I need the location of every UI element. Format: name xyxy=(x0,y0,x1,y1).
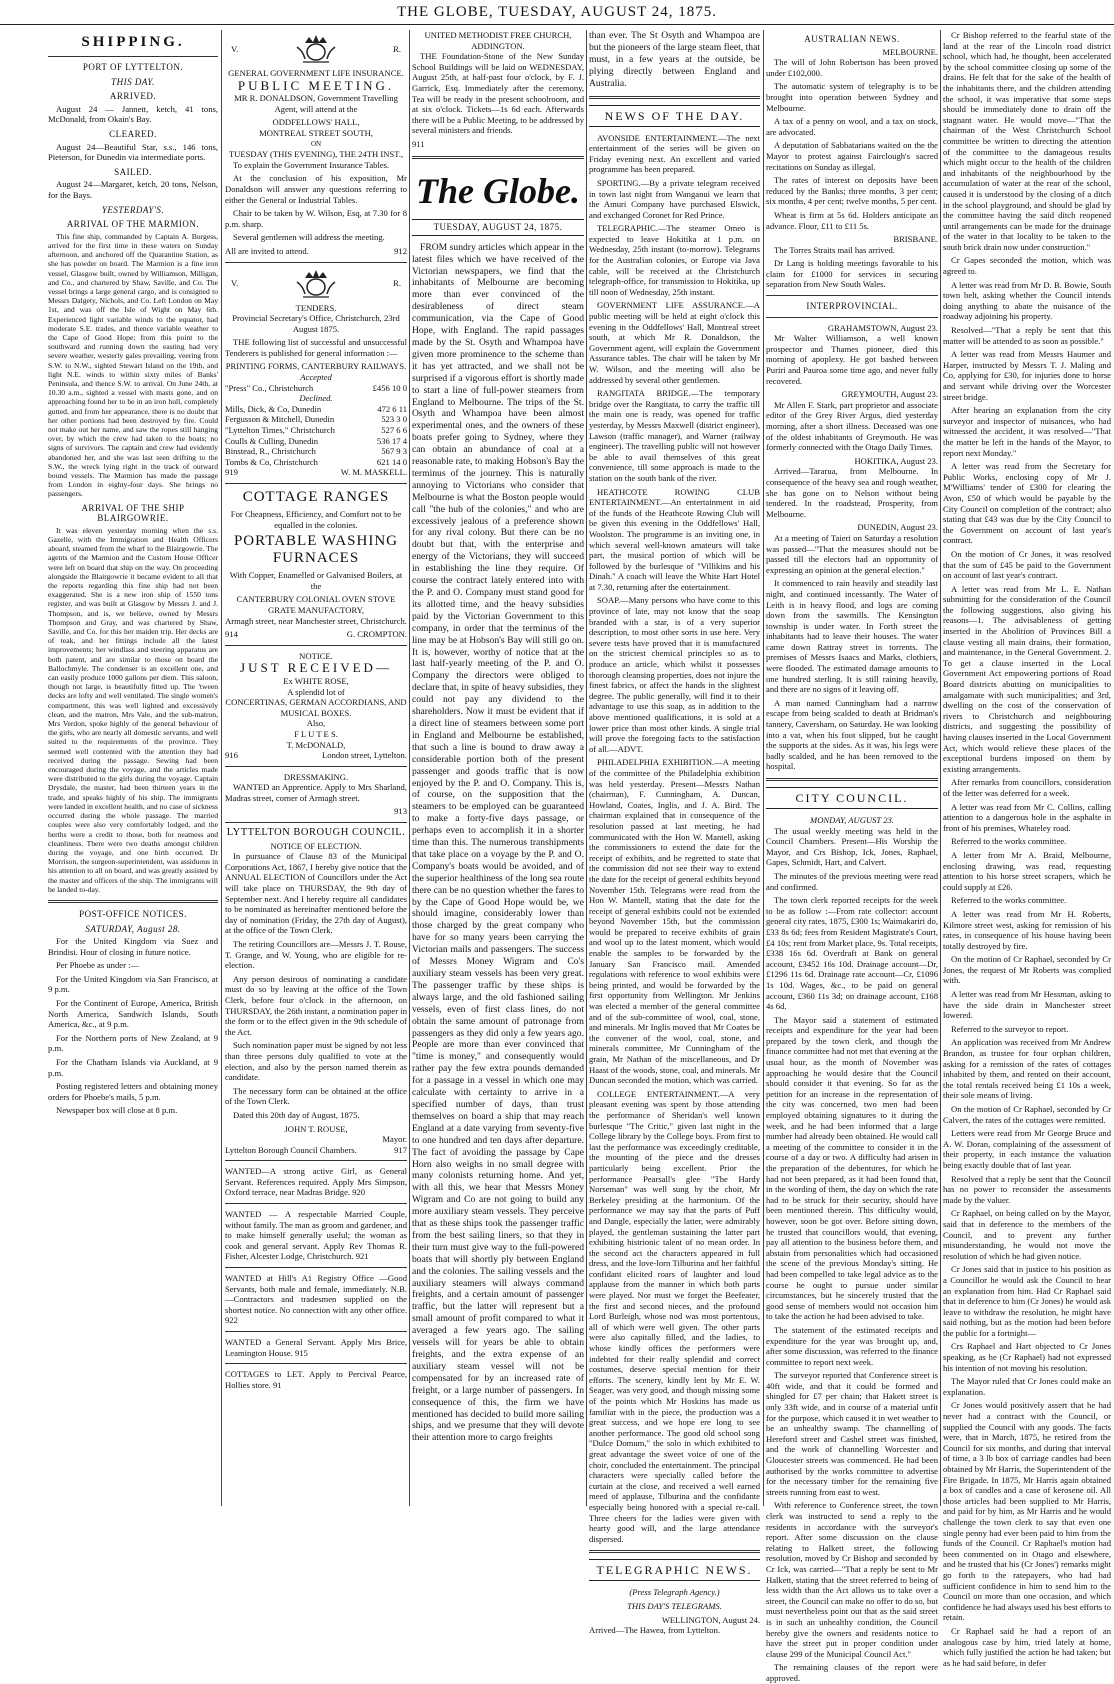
meeting-date: TUESDAY (THIS EVENING), THE 24TH INST., xyxy=(228,149,404,160)
tenders-signature: 919 W. M. MASKELL. xyxy=(225,467,407,478)
crest-letter-v: V. xyxy=(231,278,239,289)
crown-crest-icon xyxy=(293,268,339,300)
council-text: The statement of the estimated receipts and expenditure for the year was brought up, and, after some discussion, was referred to the finance committee to report next week. xyxy=(766,1324,938,1367)
council-text: Cr Raphael said he had a report of an analogous case by him, tried lately at home, which fully justified the action he had taken; but as he had said before, in defer xyxy=(943,1625,1111,1668)
interprovincial-heading: INTERPROVINCIAL. xyxy=(806,301,898,312)
this-day-heading: THIS DAY. xyxy=(111,76,155,87)
on-text: ON xyxy=(310,139,322,148)
dressmaking-num: 913 xyxy=(394,806,407,817)
election-text: The necessary form can be obtained at the office of the Town Clerk. xyxy=(225,1085,407,1107)
meeting-footer: All are invited to attend. 912 xyxy=(225,245,407,256)
leader-continuation: than ever. The St Osyth and Whampoa are but the pioneers of the large steam fleet, that must, in a few years at the outside, be plying directly between England and Australia. xyxy=(589,30,760,89)
declined-row: Coulls & Culling, Dunedin 536 17 4 xyxy=(225,435,407,446)
election-text: The retiring Councillors are—Messrs J. T. Rouse, T. Grange, and W. Young, who are eligible for re-election. xyxy=(225,939,407,971)
declined-row: Fergusson & Mitchell, Dunedin 523 3 0 xyxy=(225,414,407,425)
news-item: The will of John Robertson has been proved under £102,000. xyxy=(766,57,938,78)
wanted-ad: WANTED—A strong active Girl, as General Servant. References required. Apply Mrs Simpson, Oxford terrace, near Madras Bridge. 920 xyxy=(225,1166,407,1198)
news-item: COLLEGE ENTERTAINMENT.—A very pleasant evening was spent by those attending the performance of Sheridan's well known burlesque "The Critic," given last night in the College library by the College boys. From first to last the performance was exceedingly creditable, the mounting of the piece and the dresses particularly being excellent. Prior the performance Pearsall's glee "The Hardy Norseman" was well sung by the choir, Mr Berkeley presiding at the harmonium. Of the performance we may say that the parts of Puff and Dangle, especially the latter, were admirably played, the gentleman sustaining the latter part exhibiting histrionic talent of no mean order. In the second act the characters appeared in full dress, and the love-lorn Tilburina and her faithful confidant elicited roars of laughter and loud applause from the manner in which both parts were played. Nor must we forget the Beefeater, the first and second nieces, and the profound Lord Burleigh, whose nod was most portentous, all of which were well given. The other parts were also capitally filled, and the ladies, to whose kindly offices the performers were indebted for their really splendid and correct costumes, deserve special mention for their efforts. The scenery, kindly lent by Mr E. W. Seager, was very good, and though missing some of the points which Mr Hoskins has made us familiar with in the piece, the production was a great success, and we hope ere long to see another performance. The good old school song "Dulce Domum," the solo in which exhibited to great advantage the sweet voice of one of the choir, concluded the entertainment. The principal characters were specially called before the curtain at the close, and received a well earned meed of applause, Tilburina and the confidante especially being honored with a special re-call. Three cheers for the ladies were given with hearty good will, and the large attendance dispersed. xyxy=(589,1088,760,1544)
news-item: Mr Walter Williamson, a well known prospector and Thames pioneer, died this morning of apoplexy. He got bashed between Puriri and Pauroa some time ago, and never fully recovered. xyxy=(766,333,938,386)
council-text: A letter was read from Mr D. B. Bowie, South town belt, asking whether the Council intends doing anything to abate the nuisance of the roadway adjoining his property. xyxy=(943,279,1111,322)
wanted-ad: WANTED a General Servant. Apply Mrs Brice, Leamington House. 915 xyxy=(225,1337,407,1358)
leader-dateline: TUESDAY, AUGUST 24, 1875. xyxy=(412,219,584,236)
council-text: The Mayor ruled that Cr Jones could make an explanation. xyxy=(943,1376,1111,1397)
marmion-heading: ARRIVAL OF THE MARMION. xyxy=(66,219,200,230)
column-news xyxy=(589,30,760,1636)
church-text: THE Foundation-Stone of the New Sunday School Buildings will be laid on WEDNESDAY, August 25th, at half-past four o'clock, by F. J. Garrick, Esq. Immediately after the ceremony, Tea will be ready in the present schoolroom, and at six o'clock. Tickets—1s 6d each. Afterwards there will be a Public Meeting, to be addressed by several ministers and friends. xyxy=(412,51,584,136)
column-australian-news xyxy=(766,30,938,1683)
news-item: Dr Lang is holding meetings favorable to his claim for £1000 for services in securing separation from New South Wales. xyxy=(766,258,938,290)
news-item: A man named Cunningham had a narrow escape from being scalded to death at Bridman's tannery, Caversham, on Saturday. He was looking into a vat, when his foot slipped, but he caught the supports at the sides. As it was, his legs were badly scalded, and he has been removed to the hospital. xyxy=(766,697,938,772)
port-heading: PORT OF LYTTELTON. xyxy=(82,62,184,72)
council-text: Cr Jones said that in justice to his position as a Councillor he would ask the Council to hear an explanation from him. Had Cr Raphael said that in deference to him (Cr Jones) he would ask leave to withdraw the resolution, he might have said nothing, but as the motion had been before the public for a fortnight— xyxy=(943,1264,1111,1338)
arrived-text: August 24 — Jannett, ketch, 41 tons, McDonald, from Okain's Bay. xyxy=(48,103,218,125)
council-text: A letter was read from Mr H. Roberts, Kilmore street west, asking for remission of his rates, in consequence of his house having been totally destroyed by fire. xyxy=(943,908,1111,951)
dressmaking-text: WANTED an Apprentice. Apply to Mrs Sharland, Madras street, corner of Armagh street. xyxy=(225,782,407,803)
council-text: Referred to the works committee. xyxy=(951,836,1067,847)
news-item: At a meeting of Taieri on Saturday a resolution was passed—"That the measures should not be passed till the electors had an opportunity of expressing an opinion at the general election." xyxy=(766,532,938,575)
sailed-heading: SAILED. xyxy=(114,166,152,177)
place-heading: GREYMOUTH, August 23. xyxy=(841,389,938,400)
news-item: A tax of a penny on wool, and a tax on stock, are advocated. xyxy=(766,116,938,137)
merchant-name: T. McDONALD, xyxy=(286,739,346,750)
council-text: Letters were read from Mr George Bruce and A. W. Doran, complaining of the assessment of their property, in each instance the valuation being exactly double that of last year. xyxy=(943,1128,1111,1170)
post-notice: Per Phoebe as under :— xyxy=(56,960,140,971)
council-text: On the motion of Cr Raphael, seconded by Cr Jones, the request of Mr Roberts was complied with. xyxy=(943,954,1111,986)
council-text: Crs Raphael and Hart objected to Cr Jones speaking, as he (Cr Raphael) had not expressed his intention of not moving his resolution. xyxy=(943,1341,1111,1373)
council-text: Referred to the surveyor to report. xyxy=(951,1023,1069,1034)
council-text: The minutes of the previous meeting were read and confirmed. xyxy=(766,870,938,892)
cottage-ranges-heading: COTTAGE RANGES xyxy=(242,489,390,505)
marmion-text: This fine ship, commanded by Captain A. Burgess, arrived for the first time in these waters on Sunday afternoon, and anchored off the Quarantine Station, as she has powder on board. The Marmion is a fine iron vessel, Glasgow built, owned by Williamson, Milligan, and Co., and chartered by Shaw, Saville, and Co. The vessel brings a large general cargo, and is consigned to Messrs Dalgety, Nichols, and Co. Left London on May 1st, and was off the Isle of Wight on May 6th. Experienced light variable winds to the equator, had moderate S.E. trades, and thence variable weather to the Cape of Good Hope; from this point to the southward and running down the easting had very severe weather, westerly gales prevailing, veering from S.W. to N.W., sighted Stewart Island on the 19th, and light N.E. winds to within sixty miles of Banks' Peninsula, and thence S.W. to arrival. On June 24th, at 10.30 a.m., sighted a vessel with masts gone, and on approaching found her to be in an iron hull, completely gutted, and from her appearance, there is no doubt that her other portions had been destroyed by fire. Could not make out her name, and saw the ropes still hanging over, by which the crew had taken to the boats; no signs of survivors. The captain and crew had evidently abandoned her, and she was last seen drifting to the S.W., the wreck lying right in the track of outward bound vessels. The Marmion has made the passage from London in eighty-four days. She brings no passengers. xyxy=(48,231,218,499)
news-item: It commenced to rain heavily and steadily last night, and continued incessantly. The Water of Leith is in heavy flood, and logs are coming down from the sawmills. The Kensington township is under water. In Forth street the inhabitants had to leave their houses. The water came down Rattray street in torrents. The premises of Messrs Isaacs and Marks, clothiers, were flooded. The estimated damage amounts to one hundred sterling. It is still raining heavily, and there are no signs of it leaving off. xyxy=(766,578,938,695)
blairgowrie-heading: ARRIVAL OF THE SHIP BLAIRGOWRIE. xyxy=(81,502,185,524)
tenders-heading: TENDERS. xyxy=(295,302,337,313)
council-text: The surveyor reported that Conference street is 40ft wide, and that it could be formed and shingled for £7 per chain; that Hakett street is only 33ft wide, and in course of a material unfit for the purpose, which caused it in wet weather to be an unhealthy swamp. The channelling of Hereford street and Cashel street was finished, and the work of channelling Worcester and Gloucester streets was commenced. He had been authorised by the works committee to advertise for the necessary timber for the remaining five streets running from east to west. xyxy=(766,1370,938,1497)
declined-label: Declined. xyxy=(299,393,333,404)
accepted-row: "Press" Co., Christchurch £456 10 0 xyxy=(225,382,407,393)
ship-name: Ex WHITE ROSE, xyxy=(283,675,349,686)
news-item: SOAP.—Many persons who have come to this province of late, may not know that the soap branded with a star, is of a very superior description, to most other sorts in use here. Very severe tests have proved that it is manufactured on the strictest chemical principles so as to produce an article, which whilst it possesses thorough cleansing properties, does not injure the finest fabrics, or affect the hands in the slightest degree. The public generally, will find it to their advantage to use this soap, as in addition to the above mentioned qualifications, it is sold at a lower price than most other kinds. A single trial will prove the foregoing facts to the satisfaction of all.—ADVT. xyxy=(589,595,760,754)
news-item: AVONSIDE ENTERTAINMENT.—The next entertainment of the series will be given on Friday evening next. An excellent and varied programme has been prepared. xyxy=(589,132,760,175)
election-text: Any person desirous of nominating a candidate must do so by leaving at the office of the Town Clerk, before four o'clock in the afternoon, on THURSDAY, the 26th instant, a nomination paper in the form or to the effect given in the 9th schedule of the Act. xyxy=(225,973,407,1037)
post-notice: For the Northern ports of New Zealand, at 9 p.m. xyxy=(48,1032,218,1054)
australian-news-heading: AUSTRALIAN NEWS. xyxy=(804,34,900,44)
public-meeting-text: MR R. DONALDSON, Government Travelling Agent, will attend at the xyxy=(234,93,398,114)
manufactory-signature: 914 G. CROMPTON. xyxy=(225,629,407,640)
column-shipping xyxy=(48,30,218,1506)
merchant-address: 916 London street, Lyttelton. xyxy=(225,750,407,761)
hall-street: MONTREAL STREET SOUTH, xyxy=(259,127,373,138)
election-text: Dated this 20th day of August, 1875. xyxy=(233,1109,360,1120)
election-text: Such nomination paper must be signed by not less than three persons duly qualified to vote at the election, and also by the person named therein as candidate. xyxy=(225,1040,407,1083)
wanted-ad: WANTED — A respectable Married Couple, without family. The man as groom and gardener, and to make himself generally useful; the woman as cook and general servant. Apply Rev Thomas R. Fisher, Alcester Lodge, Christchurch. 921 xyxy=(225,1209,407,1262)
news-item: The Torres Straits mail has arrived. xyxy=(774,244,895,255)
council-text: A letter from Mr A. Braid, Melbourne, enclosing drawing, was read, requesting attention to his horse street scrapers, which he could supply at £26. xyxy=(943,849,1111,892)
meeting-text: Chair to be taken by W. Wilson, Esq, at 7.30 for 8 p.m. sharp. xyxy=(225,208,407,229)
accepted-label: Accepted xyxy=(300,372,332,383)
mayor-signature: JOHN T. ROUSE, xyxy=(284,1123,348,1134)
column-advertisements xyxy=(225,30,407,1506)
news-item: HEATHCOTE ROWING CLUB ENTERTAINMENT.—An entertainment in aid of the funds of the Heathcote Rowing Club will be given this evening in the Oddfellows' Hall, Woolston. The programme is an inviting one, in which several well-known amateurs will take part, the musical portion of which will be followed by the burlesque of "Villikins and his Dinah." A coach will leave the White Hart Hotel at 7.30, returning after the entertainment. xyxy=(589,486,760,592)
council-text: After remarks from councillors, consideration of the letter was deferred for a week. xyxy=(943,777,1111,798)
public-meeting-heading: PUBLIC MEETING. xyxy=(237,77,395,93)
council-text: A letter was read from the Secretary for Public Works, enclosing copy of Mr J. M'Williams' tender of £300 for clearing the Avon, £50 of which would be payable by the City Council on completion of the contract; also stating that £43 was due by the City Council to the Government on account of last year's contract. xyxy=(943,461,1111,546)
council-text: Resolved—"That a reply be sent that this matter will be attended to as soon as possible." xyxy=(943,325,1111,346)
telegraph-agency: (Press Telegraph Agency.) xyxy=(629,1587,720,1598)
church-num: 911 xyxy=(412,138,425,149)
cottage-ranges-text: For Cheapness, Efficiency, and Comfort not to be equalled in the colonies. xyxy=(230,509,402,530)
meeting-text: At the conclusion of his exposition, Mr Donaldson will answer any questions referring to either the General or Industrial Tables. xyxy=(225,173,407,205)
news-item: GOVERNMENT LIFE ASSURANCE.—A public meeting will be held at eight o'clock this evening in the Oddfellows' Hall, Montreal street south, at which Mr R. Donaldson, the Government agent, will explain the Government Assurance tables. The chair will be taken by Mr W. Wilson, and the meeting will also be addressed by several other gentlemen. xyxy=(589,300,760,385)
place-heading: HOKITIKA, August 23. xyxy=(854,455,938,466)
council-text: A letter was read from Mr L. E. Nathan submitting for the consideration of the Council the following suggestions, also giving his reasons—1. The advisableness of getting inserted in the Abolition of Provinces Bill a clause vesting all main drains, their formation, and maintenance, in the General Government. 2. To get a clause inserted in the Local Government Act empowering portions of Road Board districts abutting on municipalities to amalgamate with such municipalities; and 3rd, dwelling on the cost of the conservation of rivers to Christchurch and neighbouring districts, and suggesting the possibility of having clauses inserted in the Local Government Act, which would relieve these places of the exceptional burdens imposed on them by existing arrangements. xyxy=(943,583,1112,774)
goods-list: CONCERTINAS, GERMAN ACCORDIANS, AND MUSICAL BOXES. xyxy=(225,697,407,718)
crest-letter-v: V. xyxy=(231,43,239,54)
meeting-text: To explain the Government Insurance Tables. xyxy=(233,159,390,170)
post-notice: For the Continent of Europe, America, British North America, Sandwich Islands, South America, &c., at 9 p.m. xyxy=(48,998,218,1030)
globe-title xyxy=(412,167,584,216)
council-text: Cr Raphael, on being called on by the Mayor, said that in deference to the members of the Council, and to prevent any further misunderstanding, he would not move the resolution of which he had given notice. xyxy=(943,1208,1111,1261)
royal-crest xyxy=(231,268,401,300)
portable-furnaces-heading: PORTABLE WASHING FURNACES xyxy=(233,533,399,567)
column-council-continued xyxy=(943,30,1112,1668)
news-item: RANGITATA BRIDGE.—The temporary bridge over the Rangitata, to carry the traffic till the main one is ready, was opened for traffic yesterday, by Messrs Maxwell (district engineer), Lawson (traffic manager), and Warner (railway engineer). The travelling public will not however be able to avail themselves of this great convenience, till some approach is made to the station on the south bank of the river. xyxy=(589,388,760,483)
insurance-heading: GENERAL GOVERNMENT LIFE INSURANCE. xyxy=(228,68,404,78)
column-rule xyxy=(940,30,941,1506)
cleared-heading: CLEARED. xyxy=(109,128,157,139)
column-rule xyxy=(763,30,764,1506)
column-rule xyxy=(586,30,587,1506)
election-notice-heading: NOTICE OF ELECTION. xyxy=(270,840,362,851)
council-text: The usual weekly meeting was held in the Council Chambers. Present—His Worship the Mayor, and Crs Bishop, Ick, Jones, Raphael, Gapes, Schmidt, Hart, and Calvert. xyxy=(766,825,938,868)
church-heading: UNITED METHODIST FREE CHURCH, ADDINGTON. xyxy=(424,30,572,51)
news-of-the-day-heading: NEWS OF THE DAY. xyxy=(589,105,760,127)
column-rule xyxy=(409,30,410,1506)
manufactory-name: CANTERBURY COLONIAL OVEN STOVE GRATE MANUFACTORY, xyxy=(236,594,396,615)
post-notice: Posting registered letters and obtaining money orders for Phoebe's mails, 5 p.m. xyxy=(48,1081,218,1102)
council-text: A letter was read from Mr C. Collins, calling attention to a dangerous hole in the asphalte in front of his premises, Whateley road. xyxy=(943,801,1111,833)
declined-row: Mills, Dick, & Co, Dunedin 472 6 11 xyxy=(225,403,407,414)
melbourne-heading: MELBOURNE. xyxy=(882,46,938,57)
meeting-text: Several gentlemen will address the meeting. xyxy=(233,232,385,243)
council-text: On the motion of Cr Raphael, seconded by Cr Calvert, the rates of the cottages were remitted. xyxy=(943,1104,1111,1125)
declined-row: Tombs & Co, Christchurch 621 14 0 xyxy=(225,456,407,467)
post-notice: For the Chatham Islands via Auckland, at 9 p.m. xyxy=(48,1057,218,1078)
declined-list xyxy=(225,404,407,468)
city-council-heading: CITY COUNCIL. xyxy=(766,787,938,809)
mayor-title: Mayor. xyxy=(382,1134,407,1145)
news-item: The automatic system of telegraphy is to be brought into operation between Sydney and Melbourne. xyxy=(766,81,938,113)
furnaces-text: With Copper, Enamelled or Galvanised Boilers, at the xyxy=(229,570,403,591)
telegram-text: Arrived—The Hawea, from Lyttelton. xyxy=(589,1625,721,1636)
telegram-place: WELLINGTON, August 24. xyxy=(661,1614,760,1625)
post-notice: For the United Kingdom via San Francisco, at 9 p.m. xyxy=(48,973,218,995)
post-notice: Newspaper box will close at 8 p.m. xyxy=(56,1105,178,1116)
royal-crest xyxy=(231,33,401,65)
tenders-title: PRINTING FORMS, CANTERBURY RAILWAYS. xyxy=(225,361,407,372)
news-item: TELEGRAPHIC.—The steamer Omeo is expected to leave Hokitika at 1 p.m. on Wednesday, 25th instant (to-morrow). Telegrams for the Australian colonies, or Europe via Java cable, will be received at the Christchurch telegraph-office, for transmission to Hokitika, up till noon of Wednesday, 25th instant. xyxy=(589,223,760,297)
arrived-heading: ARRIVED. xyxy=(109,91,157,102)
wanted-ad: WANTED at Hill's A1 Registry Office —Good Servants, both male and female, immediately. N.B.—Contractors and tradesmen supplied on the shortest notice. No connection with any other office. 922 xyxy=(225,1273,407,1326)
council-text: A letter was read from Messrs Haumer and Harper, instructed by Messrs T. J. Maling and Co, applying for £30, for injuries done to horse and servant while driving over the Worcester street bridge. xyxy=(943,349,1111,402)
council-text: A letter was read from Mr Hessman, asking to have the side drain in Manchester street lowered. xyxy=(943,989,1111,1021)
tenders-office: Provincial Secretary's Office, Christchurch, 23rd August 1875. xyxy=(232,313,400,334)
council-text: The town clerk reported receipts for the week to be as follow :—From rate collector: account general city rates, 1875, £300 1s; Waimakariri do, £33 8s 6d; fees from Resident Magistrate's Court, £4 10s; rent from Market place, 9s. Total receipts, £338 16s 6d. Overdraft at Bank on general account, £3452 16s 10d. Drainage account—Dr, £1296 11s 6d. Drainage rate account—Cr, £1096 1s 10d. Wages, &c., to be paid on general account, £360 11s 3d; on drainage account, £168 4s 6d. xyxy=(766,895,938,1012)
news-item: Mr Allen F. Stark, part proprietor and associate editor of the Grey River Argus, died yesterday morning, after a short illness. Deceased was one of the oldest inhabitants of Greymouth. He was formerly connected with the Otago Daily Times. xyxy=(766,399,938,453)
post-office-date: SATURDAY, August 28. xyxy=(85,923,181,934)
also-text: Also, xyxy=(306,718,326,729)
council-text: The Mayor said a statement of estimated receipts and expenditure for the year had been prepared by the town clerk, and though the finance committee had not met that evening at the usual hour, as the month of November was approaching he would desire that the Council should consider it that evening. So far as the petition for an increase in the representation of the city was concerned, two men had been employed obtaining signatures to it during the week, and he had been informed that a large number had already been obtained. He would call a meeting of the committee to consider it in the course of a day or two. A difficulty had arisen in the preparation of the debentures, for which he had not been prepared, as it had been found that, in the wording of them, the day on which the rate had to be struck for their security, should have been mentioned therein. This difficulty would, however, soon be got over. Before sitting down, he trusted that councillors would, that evening, pay all attention to the business before them, and abstain from personalities which had occasioned the scene of the previous Monday's sitting. He had been compelled to take legal advice as to the course he ought to pursue under similar circumstances, but he sincerely trusted that the good sense of members would not occasion him to take the action he had been advised to take. xyxy=(766,1014,938,1322)
council-text: On the motion of Cr Jones, it was resolved that the sum of £45 be paid to the Government on account of last year's contract. xyxy=(943,548,1111,581)
just-received-heading: JUST RECEIVED— xyxy=(240,660,392,676)
declined-row: "Lyttelton Times," Christchurch 527 6 6 xyxy=(225,425,407,436)
declined-row: Binstead, R., Christchurch 567 9 3 xyxy=(225,446,407,457)
news-item: Arrived—Tararua, from Melbourne. In consequence of the heavy sea and rough weather, she has gone on to Nelson without being tendered. In the roadstead, Prosperity, from Melbourne. xyxy=(766,466,938,519)
shipping-heading: SHIPPING. xyxy=(81,34,185,50)
masthead: THE GLOBE, TUESDAY, AUGUST 24, 1875. xyxy=(0,0,1114,25)
news-item: A deputation of Sabbatarians waited on the the Mayor to protest against Fairclough's sacred recitations on Sunday as illegal. xyxy=(766,140,938,172)
hall-name: ODDFELLOWS' HALL, xyxy=(272,117,360,128)
news-item: SPORTING.—By a private telegram received in town last night from Wanganui we learn that the Amuri Company have purchased Elswick, and exchanged Coronet for Red Prince. xyxy=(589,177,760,220)
dressmaking-heading: DRESSMAKING. xyxy=(283,771,349,782)
todays-telegrams-heading: THIS DAY'S TELEGRAMS. xyxy=(627,1600,722,1611)
news-item: PHILADELPHIA EXHIBITION.—A meeting of the committee of the Philadelphia exhibition was held yesterday. Present—Messrs Nathan (chairman), F. Cunningham, A. Duncan, Howland, Coates, Inglis, and J. A. Bird. The chairman explained that in consequence of the resolution passed at last meeting, he had communicated with the Hon W. Mantell, asking the commissioners to extend the date for the receipt of exhibits, and he regretted to state that the commission did not see their way to extend the date for the receipt of general exhibits beyond November 15th. Telegrams were read from the Hon W. Mantell, stating that the date for the receipt of general exhibits could not be extended beyond November 15th, but the commission would be prepared to receive exhibits of grain and wool up to the latest moment, which would enable the samples to be forwarded by the January San Francisco mail. Amended regulations with reference to wool exhibits were being printed, and would be forwarded by the first opportunity from Wellington. Mr Jenkins was elected a member of the general committee and of the sub-committee of wool, coal, stone, and minerals. Mr Inglis moved that Mr Coates be the convener of the wool, coal, stone, and minerals committee, Mr Cunningham of the grain, Mr Nathan of the miscellaneous, and Dr Haast of the woods, stone, coal, and minerals. Mr Duncan seconded the motion, which was carried. xyxy=(589,757,760,1086)
council-text: The remaining clauses of the report were approved. xyxy=(766,1662,938,1683)
blairgowrie-text: It was eleven yesterday morning when the s.s. Gazelle, with the Immigration and Health Officers aboard, steamed from the wharf to the Blairgowrie. The agents of the Marmion and the Custom House Officer were left on board that ship on the way. On proceeding alongside the Blairgowrie it became evident to all that the reports regarding this fine ship had not been exaggerated. She is a new iron ship of 1550 tons register, and was built at Glasgow by Messrs J. and J. Thompson, and is, we believe, owned by Messrs Thompson and Gray, and was chartered by Shaw, Saville, and Co. for this her maiden trip. Her decks are of teak, and her fittings include all the latest improvements; her windlass and steering apparatus are both patent, and are similar to those on board the Ballochmyle. The condenser is an excellent one, and can easily produce 1000 gallons per diem. This saloon, though not large, is beautifully fitted up. The 'tween decks are lofty and well ventilated. The single women's compartment, this was well lighted and excessively clean, and the matron, Mrs Vale, and the sub-matron, Mrs Verdon, spoke highly of the general behaviour of the girls, who are nearly all domestic servants, and well suited to the requirements of the province. They seemed well contented with the attention they had received during the passage. Sewing had been encouraged during the voyage, and the articles made were distributed to the girls during the voyage. Captain Drysdale, the master, had been thirteen years in the trade, and speaks highly of his ship. The immigrants were landed in excellent health, and no case of sickness occurred during the whole passage. The married couples were also very comfortably lodged, and the berths were a credit to those, both for neatness and cleanliness. There were two deaths amongst children during the voyage, and one birth occurred. Dr Morrison, the surgeon-superintendent, was assiduous in his attention to all on board, and was greatly assisted by the master and officers of the ship. The immigrants will be landed to-day. xyxy=(48,525,218,894)
column-rule xyxy=(221,30,222,1506)
council-text: After hearing an explanation from the city surveyor and inspector of nuisances, who had witnessed the accident, it was resolved—"That the matter be left in the hands of the Mayor, to report next Monday." xyxy=(943,405,1111,458)
yesterday-heading: YESTERDAY'S. xyxy=(101,204,165,215)
notice-heading: NOTICE. xyxy=(299,650,333,661)
goods-intro: A splendid lot of xyxy=(287,686,345,697)
council-text: Cr Gapes seconded the motion, which was agreed to. xyxy=(943,255,1111,277)
news-item: The rates of interest on deposits have been reduced by the Banks; three months, 3 per cent; six months, 4 per cent; twelve months, 5 per cent. xyxy=(766,175,938,207)
globe-flag-text: The Globe. xyxy=(416,170,580,211)
globe-flag-icon xyxy=(416,167,580,213)
place-heading: DUNEDIN, August 23. xyxy=(857,522,938,533)
post-office-heading: POST-OFFICE NOTICES. xyxy=(79,908,187,919)
flutes-text: F L U T E S. xyxy=(294,728,338,739)
council-text: Resolved that a reply be sent that the Council has no power to reconsider the assessments made by the valuer. xyxy=(943,1173,1111,1205)
news-item: Wheat is firm at 5s 6d. Holders anticipate an advance. Flour, £11 to £11 5s. xyxy=(766,209,938,231)
council-text: Referred to the works committee. xyxy=(951,895,1067,906)
tenders-text: THE following list of successful and unsuccessful Tenderers is published for general information :— xyxy=(225,337,407,358)
brisbane-heading: BRISBANE. xyxy=(893,234,938,245)
council-text: With reference to Conference street, the town clerk was instructed to send a reply to the residents in accordance with the surveyor's report. After some discussion on the clause relating to Halkett street, the following resolution, moved by Cr Bishop and seconded by Cr Ick, was carried—"That a reply be sent to Mr Halkett, stating that the street referred to being of less width than the Act allows us to take over a street, the Council can make no offer to do so, but must nevertheless point out that as the said street is in such an unhealthy condition, the Council hereby give the owners and residents notice to have the street put in proper condition under clause 299 of the Municipal Council Act." xyxy=(766,1500,938,1659)
manufactory-address: Armagh street, near Manchester street, Christchurch. xyxy=(225,615,407,626)
council-text: Cr Bishop referred to the fearful state of the land at the rear of the Lincoln road district school, which had, he thought, been accelerated by the school committee closing up some of the drains. He felt that for the sake of the health of the inhabitants there, and the children attending the school, it was imperative that some steps should be immediately done to drain off the stagnant water. He would move—"That the chairman of the West Christchurch School committee be written to directing the attention of the committee to the damageous results which might occur to the health of the children and inhabitants of the neighbourhood by the accumulation of water at the rear of the school, caused it is understood by the closing of a ditch in the school playground, and should be glad by the committee having the said ditch reopened until arrangements can be made for the drainage of the water in that locality to be taken to the south brick drain now under construction." xyxy=(943,30,1111,252)
post-notice: For the United Kingdom via Suez and Brindisi. Hour of closing in future notice. xyxy=(48,936,218,957)
place-heading: GRAHAMSTOWN, August 23. xyxy=(827,322,938,333)
crest-letter-r: R. xyxy=(393,278,401,289)
column-leader xyxy=(412,30,584,1506)
cleared-text: August 24—Beautiful Star, s.s., 146 tons, Pieterson, for Dunedin via intermediate ports. xyxy=(48,141,218,163)
election-text: In pursuance of Clause 83 of the Municipal Corporations Act, 1867, I hereby give notice that the ANNUAL ELECTION of Councillors under the Act will take place on THURSDAY, the 9th day of September next. And I hereby require all candidates to be nominated as hereinafter mentioned before the day of nomination (Friday, the 27th day of August), at the office of the Town Clerk. xyxy=(225,851,407,936)
crest-letter-r: R. xyxy=(393,43,401,54)
cottages-ad: COTTAGES to LET. Apply to Percival Pearce, Hollies store. 91 xyxy=(225,1369,407,1390)
council-text: An application was received from Mr Andrew Brandon, as trustee for four orphan children, asking for a remission of the rates of cottages inhabited by them, and rented on their account, the total rentals received being £1 10s a week, their sole means of living. xyxy=(943,1037,1111,1101)
borough-council-heading: LYTTELTON BOROUGH COUNCIL. xyxy=(226,827,406,839)
chambers-line: Lyttelton Borough Council Chambers. 917 xyxy=(225,1144,407,1155)
crown-crest-icon xyxy=(293,33,339,65)
leader-article: FROM sundry articles which appear in the latest files which we have received of the Victorian newspapers, we find that the inhabitants of Melbourne are becoming more than ever convinced of the desirableness of direct steam communication, via the Cape of Good Hope, with England. The rapid passages made by the St. Osyth and Whampoa have given more prominence to the scheme than it has yet attracted, and we shall not be surprised if a vigorous effort is shortly made to start a line of full-power steamers from England to Melbourne. The trips of the St. Osyth and Whampoa have been almost experimental ones, and the owners of these boats prefer going to Sydney, where they can obtain an abundance of coal at a reasonable rate, to making Hobson's Bay the terminus of the journey. This is naturally annoying to Victorians who consider that Melbourne is what the Boston people would call "the hub of the colonies," and who are excessively jealous of a preference shown for any rival colony. But there can be no doubt but that, with the enterprise and energy of the Victorians, they will succeed in establishing the line they require. Of course the contract lately entered into with the P. and O. Company must stand good for its allotted time, and the heavy subsidies paid by the Victorian Government to this company, in order that the terminus of the line may be at Hobson's Bay will still go on. It is, however, worthy of notice that at the last half-yearly meeting of the P. and O. Company the directors were obliged to declare that, in spite of heavy subsidies, they could not pay any dividend to the shareholders. Now it must be evident that if a direct line of steamers between some port in England and Melbourne be established, that such a line is bound to draw away a considerable portion both of the present passenger and goods traffic that is now enjoyed by the P. and O. Company. This is, of course, on the supposition that the steamers to be employed can be guaranteed to make a forty-five days passage, or perhaps even to accomplish it in a shorter time than this. The numerous transhipments that take place on a voyage by the P. and O. Company's boats would be avoided, and of the superior healthiness of the long sea route there can be no question whether the fares to by the Cape of Good Hope would be, we should imagine, considerably lower than those charged by the great company who have for so many years been carrying the Victorian mails and passengers. The success of Messrs Money Wigram and Co's auxiliary steam vessels has been very great. The passenger traffic by these ships is always large, and the old fashioned sailing vessels, even of first class lines, do not obtain the same amount of patronage from passengers as they did only a few years ago. People are more than ever convinced that "time is money," and consequently would rather pay the few extra pounds demanded for a passage in a vessel in which one may calculate with certainty to arrive in a specified number of days, than trust themselves on board a ship that may reach England at a date varying from seventy-five to one hundred and ten days after departure. The fact of avoiding the passage by Cape Horn also weighs in no small degree with many colonists returning home. And yet, with all this, we hear that Messrs Money Wigram and Co are not going to build any more auxiliary steam vessels. They perceive that as these ships took the passenger traffic from the best sailing liners, so that they in their turn must give way to the full-powered boats that will shortly ply between England and the colonies. The sailing vessels and the auxiliary steamers will always command freights, and a certain amount of passenger traffic, but the latter will represent but a small amount of profit compared to what it averaged a few years ago. The sailing vessels will for years be able to obtain freights, and the extra expense of an auxiliary steam vessel will not be compensated for by an increased rate of freight, or a large number of passengers. In consequence of this, the firm we have mentioned has decided to build more sailing ships, and we presume that they will devote their attention more to cargo freights xyxy=(412,241,584,1444)
telegraphic-news-heading: TELEGRAPHIC NEWS. xyxy=(589,1559,760,1581)
sailed-text: August 24—Margaret, ketch, 20 tons, Nelson, for the Bays. xyxy=(48,179,218,200)
council-text: Cr Jones would positively assert that he had never had a contract with the Council, or supplied the Council with any goods. The facts were, that in March, 1875, he retired from the Council for six months, and during that interval of time, a 3 lb box of carriage candles had been obtained by Mr Harris, the Superintendent of the Fire Brigade. In 1875, Mr Harris again obtained a box of candles and a case of kerosene oil. All those articles had been supplied to Mr Harris, and paid for by him, as Mr Harris and he would challenge the town clerk to say that even one single penny had ever been paid to him from the funds of the Council. Cr Raphael's motion had been commented on in Otago and elsewhere, and he trusted that his (Cr Jones') remarks might go forth to the ratepayers, who had had sufficient confidence in him to send him to the Council on more than one occasion, and which confidence he had always used his best efforts to retain. xyxy=(943,1400,1111,1623)
city-council-date: MONDAY, AUGUST 23. xyxy=(810,815,894,825)
